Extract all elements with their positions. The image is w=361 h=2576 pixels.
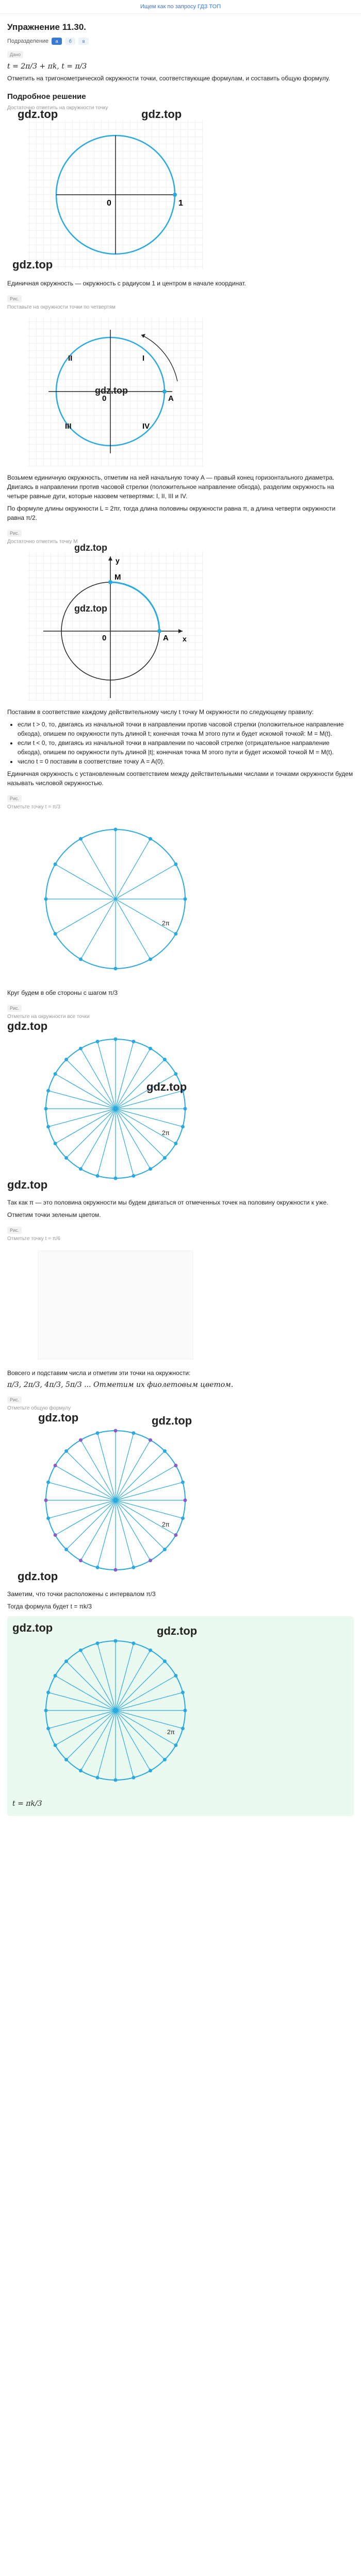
circle-point	[149, 1438, 152, 1442]
tab-c[interactable]: в	[78, 38, 89, 45]
q3-label: III	[65, 422, 72, 431]
text1: Единичная окружность — окружность с радиусом 1 и центром в начале координат.	[7, 280, 246, 287]
text9: Вовсего и подставим числа и отметим эти точки на окружности:	[7, 1369, 191, 1377]
q2-label: II	[68, 354, 73, 363]
two-pi-label: 2π	[167, 1728, 175, 1736]
circle-point	[46, 1125, 50, 1128]
q4-label: IV	[142, 422, 150, 431]
spoke-line	[67, 1500, 116, 1549]
watermark: gdz.top	[95, 385, 128, 396]
fig1-zero: 0	[107, 199, 111, 208]
q1-label: I	[142, 354, 145, 363]
circle-point	[54, 1674, 57, 1677]
subtitle: Подразделение	[7, 38, 49, 44]
circle-point	[181, 1125, 185, 1128]
spoke-line	[81, 1710, 116, 1771]
circle-point	[54, 1464, 57, 1467]
spoke-line	[97, 1643, 116, 1710]
spoke-line	[116, 899, 176, 934]
spoke-line	[55, 1466, 116, 1501]
spoke-line	[116, 1500, 134, 1567]
x-axis-label: x	[183, 635, 187, 643]
circle-point	[149, 957, 152, 961]
circle-point	[54, 1533, 57, 1537]
answer-formula: t = πk/3	[12, 1800, 42, 1808]
spoke-line	[97, 1109, 116, 1176]
spoke-line	[81, 899, 116, 959]
circle-point	[174, 862, 177, 866]
circle-point	[174, 1743, 177, 1747]
watermark: gdz.top	[7, 1020, 48, 1032]
fig1-one: 1	[178, 199, 183, 208]
spoke-line	[67, 1451, 116, 1500]
spoke-line	[116, 1109, 165, 1158]
spoke-line	[116, 1500, 183, 1518]
circle-point	[64, 1058, 68, 1061]
fig4-tag: Рис.	[7, 795, 22, 802]
circle-point	[46, 1691, 50, 1694]
spoke-line	[116, 1710, 165, 1759]
text10: Заметим, что точки расположены с интервалом π/3	[7, 1590, 156, 1598]
answer-box	[7, 1616, 354, 1816]
fig2-a: A	[168, 394, 174, 403]
circle-point	[174, 1674, 177, 1677]
spoke-line	[55, 1074, 116, 1109]
circle-point	[114, 828, 118, 832]
spoke-line	[48, 1500, 116, 1518]
circle-point	[114, 967, 118, 971]
spoke-line	[81, 839, 116, 899]
two-pi-label: 2π	[162, 1521, 170, 1528]
circle-point	[54, 1743, 57, 1747]
text6: Круг будем в обе стороны с шагом π/3	[7, 989, 118, 996]
watermark: gdz.top	[141, 108, 182, 121]
circle-point	[132, 1776, 135, 1780]
watermark: gdz.top	[74, 543, 107, 553]
fig3-hint: Достаточно отметить точку M	[7, 539, 78, 545]
task-text: Отметить на тригонометрической окружности точки, соответствующие формулам, и составить общую формулу.	[7, 75, 330, 82]
search-link[interactable]: Ищем как по запросу ГДЗ ТОП	[140, 4, 221, 10]
circle-point	[163, 1156, 167, 1160]
spoke-line	[97, 1710, 116, 1777]
circle-point	[149, 1167, 152, 1171]
figure-2	[7, 314, 224, 469]
axes-figure	[7, 549, 224, 703]
circle-point	[79, 837, 83, 841]
figure-7	[7, 1411, 224, 1585]
solution-title: Подробное решение	[7, 92, 86, 101]
spoke-line	[81, 1440, 116, 1500]
circle-point	[64, 1449, 68, 1453]
circle-point	[96, 1776, 100, 1780]
spoke-line	[116, 1433, 134, 1500]
tabs-row	[7, 38, 354, 45]
circle-point	[44, 1107, 48, 1111]
watermark: gdz.top	[12, 258, 53, 271]
circle-point	[114, 1038, 118, 1041]
circle-point	[79, 957, 83, 961]
figure-8	[12, 1621, 229, 1795]
circle-point	[96, 1431, 100, 1435]
given-tag: Дано	[7, 51, 23, 58]
spoke-line	[116, 1048, 151, 1109]
fig3-tag: Рис.	[7, 530, 22, 537]
tab-a[interactable]: а	[52, 38, 62, 45]
spoke-line	[116, 1500, 151, 1561]
spoke-line	[81, 1500, 116, 1561]
spoke-line	[55, 1109, 116, 1144]
spoke-line	[116, 1710, 134, 1777]
circle-point	[114, 1429, 118, 1433]
circle-point	[79, 1558, 83, 1562]
spoke-line	[55, 1710, 116, 1745]
circle-point	[46, 1516, 50, 1520]
blank-figure	[7, 1246, 224, 1364]
circle-24-spokes	[7, 1024, 224, 1194]
circle-point	[132, 1641, 135, 1645]
spoke-line	[116, 1710, 176, 1745]
figure-6	[7, 1246, 224, 1364]
watermark: gdz.top	[74, 603, 107, 614]
spoke-line	[116, 1482, 183, 1500]
circle-point	[184, 897, 187, 901]
spoke-line	[48, 1710, 116, 1728]
spoke-line	[116, 1109, 176, 1144]
fig7-tag: Рис.	[7, 1396, 22, 1403]
spoke-line	[116, 1109, 134, 1176]
text2: Возьмем единичную окружность, отметим на ней начальную точку A — правый конец горизонтального диаметра. Двигаясь в направлении против часовой стрелки (положительное направление обхода), разделим окружность на четыре равные дуги, которые назовем четвертями: I, II, III и IV.	[7, 474, 334, 500]
watermark: gdz.top	[146, 1080, 187, 1093]
rules-list	[18, 720, 354, 766]
circle-point	[96, 1174, 100, 1178]
fig3-zero: 0	[102, 634, 107, 642]
watermark: gdz.top	[18, 108, 58, 121]
two-pi-label: 2π	[162, 1129, 170, 1137]
spoke-line	[97, 1500, 116, 1567]
top-bar	[0, 0, 361, 14]
spoke-line	[55, 1500, 116, 1535]
circle-12-spokes	[7, 814, 224, 984]
circle-point	[174, 1142, 177, 1145]
spoke-line	[81, 1650, 116, 1710]
spoke-line	[48, 1109, 116, 1127]
spoke-line	[97, 1433, 116, 1500]
fig5-hint: Отметьте на окружности все точки	[7, 1014, 90, 1020]
watermark: gdz.top	[38, 1411, 79, 1424]
text5: Единичная окружность с установленным соответствием между действительными числами и точками окружности будем называть числовой окружностью.	[7, 770, 353, 787]
circle-point	[54, 862, 57, 866]
rule-item: • если t < 0, то, двигаясь из начальной точки в направлении по часовой стрелке (отрицательное направление обхода), опишем по окружности путь длиной |t|; конечная точка M этого пути и будет искомой точкой M = M(t).	[18, 738, 354, 757]
fig3-a: A	[163, 634, 169, 642]
circle-point	[44, 1499, 48, 1502]
circle-point	[79, 1438, 83, 1442]
fig7-hint: Отметьте общую формулу	[7, 1405, 71, 1411]
circle-point	[184, 1107, 187, 1111]
text3: По формуле длины окружности L = 2πr, тогда длина половины окружности равна π, а длина четверти окружности равна π/2.	[7, 505, 336, 521]
circle-point	[149, 1649, 152, 1652]
circle-point	[132, 1431, 135, 1435]
tab-b[interactable]: б	[65, 38, 75, 45]
text11: Тогда формула будет t = πk/3	[7, 1603, 92, 1610]
spoke-line	[116, 1710, 151, 1771]
circle-point	[114, 1177, 118, 1180]
fig2-hint: Поставьте на окружности точки по четвертям	[7, 304, 116, 310]
spoke-line	[48, 1482, 116, 1500]
fig3-m: M	[114, 573, 121, 582]
circle-point	[79, 1167, 83, 1171]
two-pi-label: 2π	[162, 920, 170, 927]
circle-point	[114, 1568, 118, 1572]
spoke-line	[81, 1048, 116, 1109]
spoke-line	[67, 1060, 116, 1109]
spoke-line	[116, 1643, 134, 1710]
spoke-line	[67, 1109, 116, 1158]
circle-point	[64, 1156, 68, 1160]
circle-point	[64, 1758, 68, 1761]
circle-point	[114, 1778, 118, 1782]
spoke-line	[55, 865, 116, 900]
circle-point	[163, 1058, 167, 1061]
spoke-line	[116, 1676, 176, 1711]
task-formula: t = 2π/3 + πk, t = π/3	[7, 62, 87, 71]
spoke-line	[116, 839, 151, 899]
spoke-line	[48, 1091, 116, 1109]
circle-point	[96, 1566, 100, 1569]
fig2-tag: Рис.	[7, 295, 22, 302]
circle-point	[54, 1142, 57, 1145]
circle-point	[64, 1659, 68, 1663]
spoke-line	[116, 1500, 176, 1535]
spoke-line	[116, 1440, 151, 1500]
circle-point	[46, 1481, 50, 1484]
circle-point	[46, 1089, 50, 1093]
text7: Так как π — это половина окружности мы будем двигаться от отмеченных точек на половину окружности к уже.	[7, 1199, 329, 1206]
watermark: gdz.top	[12, 1621, 53, 1634]
circle-point	[184, 1709, 187, 1713]
spoke-line	[81, 1109, 116, 1169]
spoke-line	[116, 899, 151, 959]
spoke-line	[48, 1692, 116, 1710]
spoke-line	[67, 1662, 116, 1710]
circle-point	[64, 1548, 68, 1551]
spoke-line	[116, 1042, 134, 1109]
figure-5	[7, 1020, 224, 1194]
circle-point	[163, 1449, 167, 1453]
figure-4	[7, 814, 224, 984]
circle-point	[149, 837, 152, 841]
circle-point	[96, 1040, 100, 1043]
circle-point	[149, 1558, 152, 1562]
circle-point	[44, 897, 48, 901]
circle-point	[174, 1464, 177, 1467]
circle-point	[132, 1174, 135, 1178]
fig4-hint: Отметьте точку t = π/3	[7, 804, 60, 810]
fig2-zero: 0	[102, 394, 107, 403]
circle-point	[181, 1481, 185, 1484]
circle-point	[163, 1548, 167, 1551]
spoke-line	[116, 1650, 151, 1710]
circle-point	[163, 1758, 167, 1761]
circle-final	[12, 1625, 219, 1795]
circle-point	[181, 1726, 185, 1730]
text8: Отметим точки зеленым цветом.	[7, 1211, 101, 1218]
watermark: gdz.top	[152, 1414, 192, 1427]
unit-circle-figure	[7, 115, 224, 275]
circle-point	[181, 1516, 185, 1520]
rule-item: • число t = 0 поставим в соответствие точку A = A(0).	[18, 757, 354, 766]
spoke-line	[116, 1451, 165, 1500]
circle-point	[184, 1499, 187, 1502]
spoke-line	[116, 1710, 183, 1728]
fig5-tag: Рис.	[7, 1005, 22, 1012]
fig6-hint: Отметьте точку t = π/6	[7, 1236, 60, 1242]
spoke-line	[116, 865, 176, 900]
spoke-line	[116, 1466, 176, 1501]
circle-point	[132, 1040, 135, 1043]
text4: Поставим в соответствие каждому действительному числу t точку M окружности по следующему правилу:	[7, 708, 314, 716]
circle-point	[114, 1639, 118, 1643]
spoke-line	[55, 1676, 116, 1711]
circle-point	[174, 1533, 177, 1537]
spoke-line	[116, 1500, 165, 1549]
circle-24-spokes-purple	[7, 1415, 224, 1585]
page-title: Упражнение 11.30.	[7, 22, 87, 32]
spoke-line	[67, 1710, 116, 1759]
spoke-line	[97, 1042, 116, 1109]
spoke-line	[116, 1692, 183, 1710]
circle-point	[46, 1726, 50, 1730]
fig1-hint: Достаточно отметить на окружности точку	[7, 105, 108, 111]
spoke-line	[116, 1109, 151, 1169]
circle-point	[149, 1047, 152, 1050]
figure-3	[7, 543, 224, 703]
spoke-line	[116, 1109, 183, 1127]
circle-point	[44, 1709, 48, 1713]
formula2: π/3, 2π/3, 4π/3, 5π/3 ... Отметим их фиолетовым цветом.	[7, 1381, 234, 1389]
watermark: gdz.top	[18, 1570, 58, 1583]
fig6-tag: Рис.	[7, 1227, 22, 1234]
circle-point	[163, 1659, 167, 1663]
spoke-line	[55, 899, 116, 934]
spoke-line	[116, 1662, 165, 1710]
circle-point	[132, 1566, 135, 1569]
circle-point	[54, 1072, 57, 1076]
circle-point	[96, 1641, 100, 1645]
circle-point	[54, 932, 57, 936]
watermark: gdz.top	[157, 1624, 198, 1637]
circle-point	[174, 932, 177, 936]
circle-point	[79, 1649, 83, 1652]
rule-item: • если t > 0, то, двигаясь из начальной точки в направлении против часовой стрелки (положительное направление обхода), опишем по окружности путь длиной t; конечная точка M этого пути и будет искомой точкой: M = M(t).	[18, 720, 354, 738]
circle-point	[149, 1769, 152, 1772]
y-axis-label: y	[116, 556, 120, 565]
circle-point	[79, 1047, 83, 1050]
watermark: gdz.top	[7, 1178, 48, 1191]
circle-point	[174, 1072, 177, 1076]
circle-point	[79, 1769, 83, 1772]
circle-point	[181, 1691, 185, 1694]
